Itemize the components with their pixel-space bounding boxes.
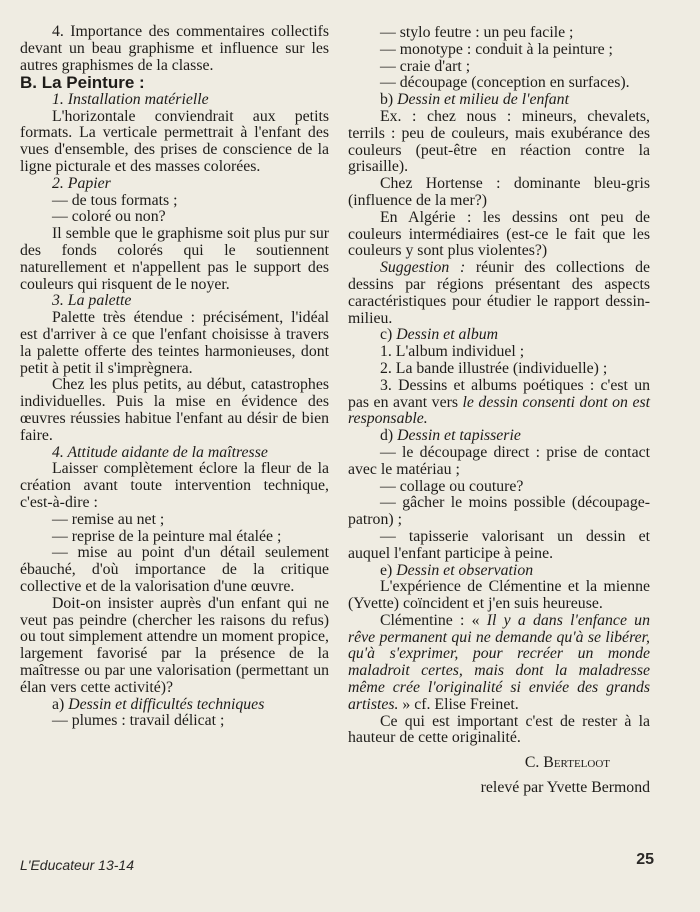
subsection-title: Dessin et difficultés techniques: [68, 695, 265, 713]
list-item: — collage ou couture?: [380, 477, 524, 495]
paragraph: Doit-on insister auprès d'un enfant qui ne veut pas peindre (chercher les raisons du refus) ou tout simplement attendre un moment propice, largement favorisé par la présence de la maîtresse ou par une valorisation (permettant un élan vers cette activité)?: [20, 594, 329, 696]
paragraph: [348, 260, 650, 327]
paragraph: Palette très étendue : précisément, l'idéal est d'arriver à ce que l'enfant choisisse à travers la palette offerte des teintes harmonieuses, dont petit à petit il s'imprègnera.: [20, 309, 329, 377]
quote-source: » cf. Elise Freinet.: [398, 695, 519, 713]
list-item: — craie d'art ;: [380, 57, 471, 75]
list-item: — plumes : travail délicat ;: [52, 712, 225, 730]
paragraph-text: 3. Dessins et albums poétiques : c'est un pas en avant vers: [348, 376, 650, 411]
subsection-heading: [20, 176, 329, 193]
emphasis: Suggestion :: [380, 259, 466, 277]
quotation: Il y a dans l'enfance un rêve permanent qui ne demande qu'à se libérer, qu'à s'exprimer, pour recréer un monde maladroit certes, mais dont la maladresse même crée l'originalité si enviée des grands artistes.: [348, 611, 650, 713]
list-item: — de tous formats ;: [52, 191, 178, 209]
quotation-paragraph: [348, 613, 650, 714]
list-item: — stylo feutre : un peu facile ;: [380, 24, 574, 41]
subsection-title: 4. Attitude aidante de la maîtresse: [52, 443, 268, 461]
paragraph: En Algérie : les dessins ont peu de couleurs intermédiaires (est-ce le fait que les couleurs y sont plus violentes?): [348, 208, 650, 260]
author-credit: relevé par Yvette Bermond: [480, 779, 650, 797]
subsection-heading: [348, 563, 650, 580]
subsection-title: 1. Installation matérielle: [52, 90, 209, 108]
list-item: — reprise de la peinture mal étalée ;: [52, 527, 282, 545]
emphasis: le dessin consenti dont on est responsable.: [348, 393, 650, 428]
subsection-heading: [20, 293, 329, 310]
paragraph-text: réunir des collections de dessins par régions présentant des aspects caractéristiques pour étudier le rapport dessin-milieu.: [348, 259, 650, 327]
journal-name: L'Educateur 13-14: [20, 857, 134, 873]
subsection-title: Dessin et milieu de l'enfant: [397, 91, 569, 109]
list-item: — le découpage direct : prise de contact avec le matériau ;: [348, 443, 650, 478]
subsection-heading: [348, 92, 650, 109]
list-item: — coloré ou non?: [52, 208, 166, 226]
right-column: [348, 25, 650, 797]
item-letter: e): [380, 561, 397, 579]
quote-lead: Clémentine : «: [380, 611, 487, 629]
section-heading: B. La Peinture :: [20, 73, 145, 93]
paragraph: 4. Importance des commentaires collectifs devant un beau graphisme et influence sur les autres graphismes de la classe.: [20, 23, 329, 74]
list-item: — découpage (conception en surfaces).: [380, 74, 630, 92]
paragraph: L'horizontale conviendrait aux petits formats. La verticale permettrait à l'enfant des vues d'ensemble, des prises de conscience de la ligne picturale et des masses colorées.: [20, 107, 329, 176]
item-letter: d): [380, 427, 398, 445]
list-item: 1. L'album individuel ;: [380, 343, 525, 361]
subsection-title: Dessin et album: [396, 326, 499, 344]
subsection-heading: [348, 428, 650, 445]
paragraph: Chez Hortense : dominante bleu-gris (influence de la mer?): [348, 175, 650, 209]
paragraph: Il semble que le graphisme soit plus pur sur des fonds colorés qui le soutiennent naturellement et n'appellent pas le support des couleurs qui risquent de le noyer.: [20, 225, 329, 293]
subsection-title: Dessin et observation: [396, 561, 534, 579]
paragraph: Laisser complètement éclore la fleur de la création avant toute intervention technique, c'est-à-dire :: [20, 460, 329, 512]
list-item: — gâcher le moins possible (découpage-patron) ;: [348, 494, 650, 529]
left-column: [20, 24, 329, 730]
item-letter: b): [380, 91, 398, 109]
list-item: — remise au net ;: [52, 510, 165, 528]
list-item: 2. La bande illustrée (individuelle) ;: [380, 359, 608, 377]
item-letter: a): [52, 695, 69, 713]
author-signature: C. Berteloot: [524, 754, 610, 772]
subsection-title: Dessin et tapisserie: [397, 427, 521, 445]
item-letter: c): [380, 326, 397, 344]
subsection-heading: [20, 92, 329, 109]
list-item: [348, 378, 650, 428]
list-item: — mise au point d'un détail seulement ébauché, d'où importance de la critique collective et de la valorisation d'une œuvre.: [20, 544, 329, 595]
paragraph: Chez les plus petits, au début, catastrophes individuelles. Puis la mise en évidence des œuvres réussies habitue l'enfant au désir de bien faire.: [20, 376, 329, 444]
subsection-heading: [348, 327, 650, 344]
subsection-title: 2. Papier: [52, 174, 111, 192]
paragraph: Ex. : chez nous : mineurs, chevalets, terrils : peu de couleurs, mais exubérance des couleurs (peut-être en réaction contre la grisaille).: [348, 107, 650, 176]
list-item: — tapisserie valorisant un dessin et auquel l'enfant participe à peine.: [348, 527, 650, 562]
list-item: — monotype : conduit à la peinture ;: [380, 40, 613, 58]
paragraph: Ce qui est important c'est de rester à la hauteur de cette originalité.: [348, 712, 650, 747]
subsection-title: 3. La palette: [52, 292, 132, 310]
subsection-heading: [20, 445, 329, 462]
paragraph: L'expérience de Clémentine et la mienne (Yvette) coïncident et j'en suis heureuse.: [348, 578, 650, 613]
subsection-heading: [20, 697, 329, 714]
page-number: 25: [636, 851, 654, 868]
